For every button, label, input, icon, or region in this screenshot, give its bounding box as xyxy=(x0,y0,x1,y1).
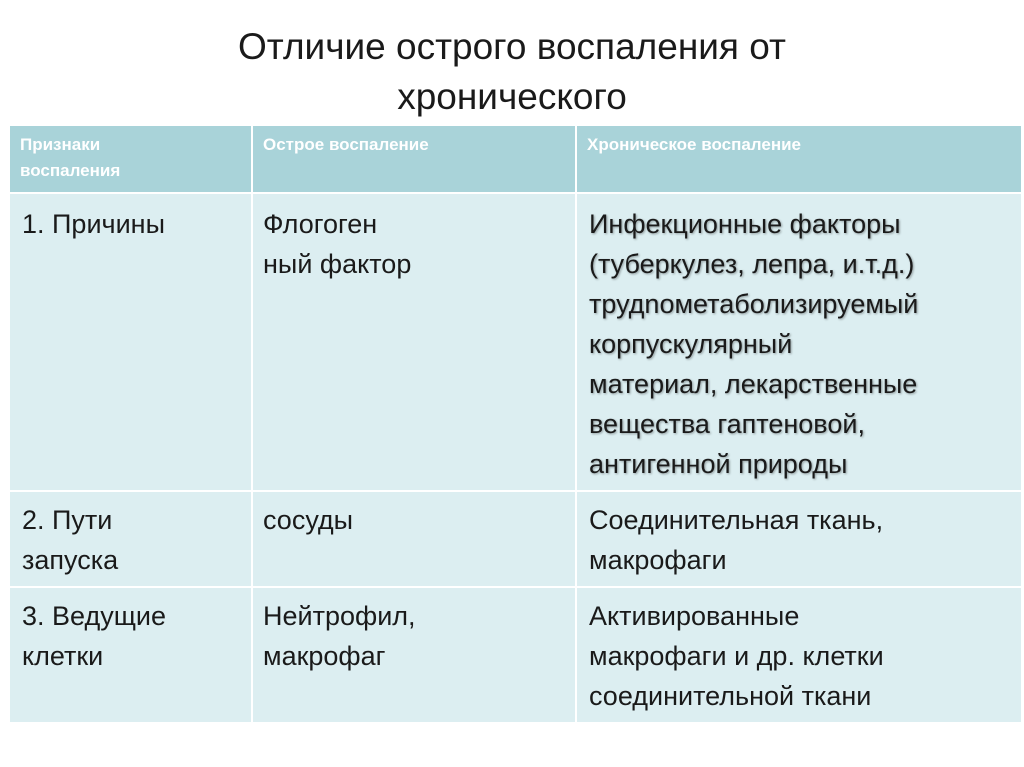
header-acute: Острое воспаление xyxy=(252,126,576,193)
slide-title xyxy=(0,22,1024,122)
row-cells-acute xyxy=(252,587,576,723)
cell-line: Нейтрофил, xyxy=(263,601,416,631)
cell-line: корпускулярный xyxy=(589,329,793,359)
cell-line: антигенной природы xyxy=(589,449,848,479)
title-line-2: хронического xyxy=(397,76,627,117)
table-row xyxy=(10,491,1022,587)
header-chronic: Хроническое воспаление xyxy=(576,126,1022,193)
header-signs-line-1: Признаки xyxy=(20,135,101,154)
cell-line: трудnометаболизируемый xyxy=(589,289,919,319)
row-pathways-acute xyxy=(252,491,576,587)
cell-line: материал, лекарственные xyxy=(589,369,918,399)
row-cells-chronic xyxy=(576,587,1022,723)
comparison-table xyxy=(10,126,1023,724)
cell-line: вещества гаптеновой, xyxy=(589,409,865,439)
cell-line: 1. Причины xyxy=(22,209,165,239)
row-causes-label xyxy=(10,193,252,491)
header-signs xyxy=(10,126,252,193)
cell-line: макрофаги xyxy=(589,545,727,575)
cell-line: ный фактор xyxy=(263,249,412,279)
cell-line: 3. Ведущие xyxy=(22,601,167,631)
cell-line: Соединительная ткань, xyxy=(589,505,884,535)
cell-line: (туберкулез, лепра, и.т.д.) xyxy=(589,249,915,279)
row-pathways-chronic xyxy=(576,491,1022,587)
cell-line: сосуды xyxy=(263,505,354,535)
row-pathways-label xyxy=(10,491,252,587)
cell-line: Флогоген xyxy=(263,209,378,239)
row-causes-acute xyxy=(252,193,576,491)
cell-line: макрофаги и др. клетки xyxy=(589,641,884,671)
cell-line: соединительной ткани xyxy=(589,681,872,711)
table-row xyxy=(10,193,1022,491)
row-cells-label xyxy=(10,587,252,723)
table-row xyxy=(10,587,1022,723)
cell-line: Активированные xyxy=(589,601,800,631)
cell-line: 2. Пути xyxy=(22,505,113,535)
cell-line: макрофаг xyxy=(263,641,386,671)
header-signs-line-2: воспаления xyxy=(20,161,121,180)
row-causes-chronic xyxy=(576,193,1022,491)
cell-line: Инфекционные факторы xyxy=(589,209,901,239)
table-header-row xyxy=(10,126,1022,193)
cell-line: клетки xyxy=(22,641,104,671)
cell-line: запуска xyxy=(22,545,119,575)
title-line-1: Отличие острого воспаления от xyxy=(238,26,786,67)
